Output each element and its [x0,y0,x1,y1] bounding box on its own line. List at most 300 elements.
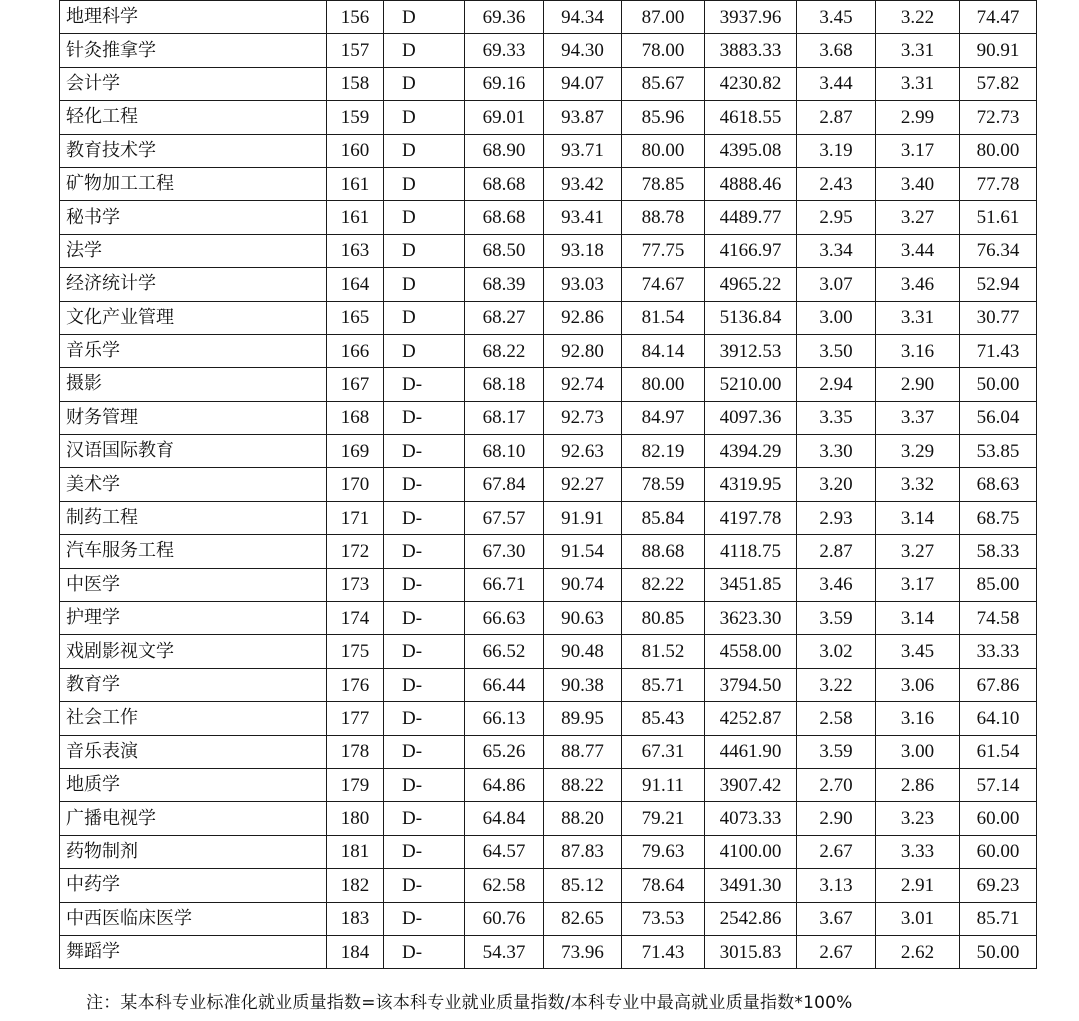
standardized-index-cell: 93.42 [544,167,622,200]
quality-index-cell: 66.63 [465,602,544,635]
standardized-index-cell: 90.48 [544,635,622,668]
salary-cell: 4230.82 [705,67,797,100]
grade-cell: D [384,334,465,367]
score-a-cell: 3.44 [797,67,876,100]
score-b-cell: 2.90 [876,368,960,401]
quality-index-cell: 68.68 [465,167,544,200]
rank-cell: 175 [327,635,384,668]
score-b-cell: 3.06 [876,668,960,701]
satisfaction-cell: 80.00 [622,368,705,401]
quality-index-cell: 69.33 [465,34,544,67]
quality-index-cell: 68.39 [465,268,544,301]
table-row [60,268,1037,301]
table-row [60,1,1037,34]
standardized-index-cell: 94.07 [544,67,622,100]
major-name-cell: 矿物加工工程 [60,167,327,200]
rank-cell: 164 [327,268,384,301]
salary-cell: 4118.75 [705,535,797,568]
standardized-index-cell: 93.03 [544,268,622,301]
rank-cell: 183 [327,902,384,935]
salary-cell: 4461.90 [705,735,797,768]
percent-cell: 74.58 [960,602,1037,635]
standardized-index-cell: 88.22 [544,768,622,801]
ranking-table-container [59,0,1020,969]
satisfaction-cell: 82.19 [622,435,705,468]
quality-index-cell: 69.36 [465,1,544,34]
table-row [60,134,1037,167]
major-ranking-table [59,0,1037,969]
table-row [60,935,1037,968]
salary-cell: 3907.42 [705,768,797,801]
salary-cell: 4965.22 [705,268,797,301]
salary-cell: 5210.00 [705,368,797,401]
table-row [60,34,1037,67]
grade-cell: D [384,301,465,334]
rank-cell: 171 [327,501,384,534]
satisfaction-cell: 80.85 [622,602,705,635]
satisfaction-cell: 67.31 [622,735,705,768]
salary-cell: 4394.29 [705,435,797,468]
satisfaction-cell: 78.85 [622,167,705,200]
percent-cell: 68.63 [960,468,1037,501]
quality-index-cell: 69.16 [465,67,544,100]
salary-cell: 4319.95 [705,468,797,501]
salary-cell: 4073.33 [705,802,797,835]
grade-cell: D- [384,401,465,434]
standardized-index-cell: 89.95 [544,702,622,735]
table-row [60,401,1037,434]
score-a-cell: 3.02 [797,635,876,668]
satisfaction-cell: 74.67 [622,268,705,301]
table-row [60,735,1037,768]
table-row [60,167,1037,200]
score-b-cell: 2.91 [876,869,960,902]
score-a-cell: 2.70 [797,768,876,801]
salary-cell: 4489.77 [705,201,797,234]
table-row [60,902,1037,935]
salary-cell: 2542.86 [705,902,797,935]
standardized-index-cell: 91.54 [544,535,622,568]
salary-cell: 4395.08 [705,134,797,167]
percent-cell: 60.00 [960,802,1037,835]
grade-cell: D- [384,602,465,635]
quality-index-cell: 66.44 [465,668,544,701]
grade-cell: D- [384,468,465,501]
score-a-cell: 2.67 [797,935,876,968]
grade-cell: D- [384,501,465,534]
major-name-cell: 轻化工程 [60,101,327,134]
quality-index-cell: 68.68 [465,201,544,234]
quality-index-cell: 64.57 [465,835,544,868]
table-row [60,368,1037,401]
major-name-cell: 教育学 [60,668,327,701]
quality-index-cell: 67.57 [465,501,544,534]
score-b-cell: 3.16 [876,334,960,367]
major-name-cell: 汽车服务工程 [60,535,327,568]
salary-cell: 3883.33 [705,34,797,67]
satisfaction-cell: 81.52 [622,635,705,668]
quality-index-cell: 68.27 [465,301,544,334]
rank-cell: 178 [327,735,384,768]
quality-index-cell: 69.01 [465,101,544,134]
major-name-cell: 财务管理 [60,401,327,434]
rank-cell: 176 [327,668,384,701]
rank-cell: 161 [327,201,384,234]
score-a-cell: 3.45 [797,1,876,34]
score-b-cell: 3.46 [876,268,960,301]
satisfaction-cell: 85.96 [622,101,705,134]
satisfaction-cell: 85.84 [622,501,705,534]
rank-cell: 174 [327,602,384,635]
satisfaction-cell: 78.64 [622,869,705,902]
score-b-cell: 3.17 [876,134,960,167]
satisfaction-cell: 87.00 [622,1,705,34]
quality-index-cell: 68.10 [465,435,544,468]
rank-cell: 165 [327,301,384,334]
salary-cell: 3937.96 [705,1,797,34]
grade-cell: D- [384,702,465,735]
grade-cell: D [384,101,465,134]
score-b-cell: 3.31 [876,34,960,67]
standardized-index-cell: 93.87 [544,101,622,134]
score-a-cell: 2.90 [797,802,876,835]
rank-cell: 159 [327,101,384,134]
score-b-cell: 3.00 [876,735,960,768]
grade-cell: D [384,234,465,267]
major-name-cell: 文化产业管理 [60,301,327,334]
score-a-cell: 2.58 [797,702,876,735]
rank-cell: 181 [327,835,384,868]
score-a-cell: 3.00 [797,301,876,334]
table-row [60,101,1037,134]
standardized-index-cell: 91.91 [544,501,622,534]
score-a-cell: 3.22 [797,668,876,701]
score-b-cell: 3.32 [876,468,960,501]
grade-cell: D [384,201,465,234]
satisfaction-cell: 88.78 [622,201,705,234]
percent-cell: 80.00 [960,134,1037,167]
standardized-index-cell: 88.20 [544,802,622,835]
salary-cell: 3015.83 [705,935,797,968]
quality-index-cell: 66.52 [465,635,544,668]
score-a-cell: 3.30 [797,435,876,468]
major-name-cell: 社会工作 [60,702,327,735]
satisfaction-cell: 78.00 [622,34,705,67]
table-row [60,535,1037,568]
percent-cell: 90.91 [960,34,1037,67]
grade-cell: D- [384,902,465,935]
rank-cell: 179 [327,768,384,801]
satisfaction-cell: 85.71 [622,668,705,701]
major-name-cell: 音乐学 [60,334,327,367]
score-a-cell: 3.34 [797,234,876,267]
score-b-cell: 3.40 [876,167,960,200]
score-a-cell: 2.87 [797,101,876,134]
score-a-cell: 3.35 [797,401,876,434]
grade-cell: D [384,268,465,301]
standardized-index-cell: 93.71 [544,134,622,167]
satisfaction-cell: 82.22 [622,568,705,601]
score-b-cell: 3.37 [876,401,960,434]
salary-cell: 4618.55 [705,101,797,134]
percent-cell: 60.00 [960,835,1037,868]
major-name-cell: 美术学 [60,468,327,501]
major-name-cell: 中西医临床医学 [60,902,327,935]
standardized-index-cell: 90.74 [544,568,622,601]
major-name-cell: 针灸推拿学 [60,34,327,67]
rank-cell: 163 [327,234,384,267]
score-a-cell: 3.67 [797,902,876,935]
percent-cell: 76.34 [960,234,1037,267]
standardized-index-cell: 92.73 [544,401,622,434]
score-b-cell: 2.86 [876,768,960,801]
rank-cell: 169 [327,435,384,468]
standardized-index-cell: 90.38 [544,668,622,701]
percent-cell: 74.47 [960,1,1037,34]
rank-cell: 156 [327,1,384,34]
satisfaction-cell: 79.63 [622,835,705,868]
quality-index-cell: 68.17 [465,401,544,434]
percent-cell: 68.75 [960,501,1037,534]
major-name-cell: 秘书学 [60,201,327,234]
satisfaction-cell: 84.97 [622,401,705,434]
score-b-cell: 3.14 [876,602,960,635]
major-name-cell: 法学 [60,234,327,267]
grade-cell: D [384,167,465,200]
standardized-index-cell: 92.80 [544,334,622,367]
satisfaction-cell: 80.00 [622,134,705,167]
rank-cell: 177 [327,702,384,735]
score-a-cell: 2.87 [797,535,876,568]
percent-cell: 72.73 [960,101,1037,134]
table-row [60,602,1037,635]
percent-cell: 77.78 [960,167,1037,200]
major-name-cell: 教育技术学 [60,134,327,167]
table-row [60,869,1037,902]
table-row [60,435,1037,468]
satisfaction-cell: 85.67 [622,67,705,100]
score-a-cell: 3.59 [797,602,876,635]
table-row [60,768,1037,801]
grade-cell: D- [384,668,465,701]
grade-cell: D [384,134,465,167]
satisfaction-cell: 84.14 [622,334,705,367]
score-b-cell: 3.23 [876,802,960,835]
standardized-index-cell: 82.65 [544,902,622,935]
rank-cell: 157 [327,34,384,67]
satisfaction-cell: 73.53 [622,902,705,935]
quality-index-cell: 54.37 [465,935,544,968]
score-b-cell: 2.62 [876,935,960,968]
score-a-cell: 3.20 [797,468,876,501]
rank-cell: 160 [327,134,384,167]
score-a-cell: 3.19 [797,134,876,167]
rank-cell: 184 [327,935,384,968]
score-b-cell: 3.44 [876,234,960,267]
satisfaction-cell: 77.75 [622,234,705,267]
percent-cell: 30.77 [960,301,1037,334]
grade-cell: D- [384,768,465,801]
score-a-cell: 2.94 [797,368,876,401]
percent-cell: 57.82 [960,67,1037,100]
percent-cell: 67.86 [960,668,1037,701]
major-name-cell: 中医学 [60,568,327,601]
score-b-cell: 3.22 [876,1,960,34]
table-row [60,468,1037,501]
grade-cell: D- [384,835,465,868]
percent-cell: 53.85 [960,435,1037,468]
table-row [60,835,1037,868]
score-b-cell: 3.17 [876,568,960,601]
grade-cell: D- [384,535,465,568]
percent-cell: 64.10 [960,702,1037,735]
grade-cell: D [384,67,465,100]
percent-cell: 51.61 [960,201,1037,234]
quality-index-cell: 68.22 [465,334,544,367]
major-name-cell: 地质学 [60,768,327,801]
table-row [60,635,1037,668]
quality-index-cell: 68.90 [465,134,544,167]
score-a-cell: 3.46 [797,568,876,601]
percent-cell: 56.04 [960,401,1037,434]
score-b-cell: 3.01 [876,902,960,935]
major-name-cell: 药物制剂 [60,835,327,868]
score-b-cell: 3.31 [876,301,960,334]
table-body [60,1,1037,969]
rank-cell: 172 [327,535,384,568]
percent-cell: 71.43 [960,334,1037,367]
satisfaction-cell: 79.21 [622,802,705,835]
grade-cell: D [384,1,465,34]
score-a-cell: 2.67 [797,835,876,868]
quality-index-cell: 66.71 [465,568,544,601]
percent-cell: 52.94 [960,268,1037,301]
grade-cell: D [384,34,465,67]
salary-cell: 4166.97 [705,234,797,267]
satisfaction-cell: 85.43 [622,702,705,735]
salary-cell: 3623.30 [705,602,797,635]
score-b-cell: 3.27 [876,535,960,568]
quality-index-cell: 60.76 [465,902,544,935]
salary-cell: 4558.00 [705,635,797,668]
major-name-cell: 音乐表演 [60,735,327,768]
grade-cell: D- [384,869,465,902]
standardized-index-cell: 93.41 [544,201,622,234]
major-name-cell: 地理科学 [60,1,327,34]
quality-index-cell: 62.58 [465,869,544,902]
percent-cell: 33.33 [960,635,1037,668]
score-b-cell: 3.14 [876,501,960,534]
major-name-cell: 护理学 [60,602,327,635]
score-a-cell: 2.43 [797,167,876,200]
quality-index-cell: 65.26 [465,735,544,768]
standardized-index-cell: 92.86 [544,301,622,334]
percent-cell: 50.00 [960,935,1037,968]
major-name-cell: 汉语国际教育 [60,435,327,468]
standardized-index-cell: 90.63 [544,602,622,635]
score-a-cell: 3.59 [797,735,876,768]
satisfaction-cell: 88.68 [622,535,705,568]
score-a-cell: 2.93 [797,501,876,534]
table-row [60,201,1037,234]
quality-index-cell: 68.18 [465,368,544,401]
percent-cell: 61.54 [960,735,1037,768]
salary-cell: 4888.46 [705,167,797,200]
salary-cell: 3491.30 [705,869,797,902]
salary-cell: 4100.00 [705,835,797,868]
satisfaction-cell: 81.54 [622,301,705,334]
table-row [60,668,1037,701]
quality-index-cell: 67.84 [465,468,544,501]
rank-cell: 182 [327,869,384,902]
quality-index-cell: 68.50 [465,234,544,267]
percent-cell: 50.00 [960,368,1037,401]
score-a-cell: 3.68 [797,34,876,67]
salary-cell: 4197.78 [705,501,797,534]
footnote: 注：某本科专业标准化就业质量指数=该本科专业就业质量指数/本科专业中最高就业质量指数*100% [86,993,853,1013]
salary-cell: 3451.85 [705,568,797,601]
major-name-cell: 经济统计学 [60,268,327,301]
grade-cell: D- [384,368,465,401]
grade-cell: D- [384,735,465,768]
table-row [60,802,1037,835]
salary-cell: 3794.50 [705,668,797,701]
grade-cell: D- [384,435,465,468]
quality-index-cell: 67.30 [465,535,544,568]
score-a-cell: 3.07 [797,268,876,301]
quality-index-cell: 66.13 [465,702,544,735]
score-b-cell: 3.29 [876,435,960,468]
standardized-index-cell: 92.27 [544,468,622,501]
major-name-cell: 舞蹈学 [60,935,327,968]
standardized-index-cell: 88.77 [544,735,622,768]
score-a-cell: 2.95 [797,201,876,234]
salary-cell: 3912.53 [705,334,797,367]
grade-cell: D- [384,568,465,601]
rank-cell: 170 [327,468,384,501]
salary-cell: 4252.87 [705,702,797,735]
major-name-cell: 制药工程 [60,501,327,534]
percent-cell: 57.14 [960,768,1037,801]
score-b-cell: 3.45 [876,635,960,668]
quality-index-cell: 64.86 [465,768,544,801]
standardized-index-cell: 94.34 [544,1,622,34]
percent-cell: 58.33 [960,535,1037,568]
rank-cell: 168 [327,401,384,434]
standardized-index-cell: 73.96 [544,935,622,968]
percent-cell: 85.00 [960,568,1037,601]
table-row [60,301,1037,334]
quality-index-cell: 64.84 [465,802,544,835]
table-row [60,334,1037,367]
major-name-cell: 会计学 [60,67,327,100]
major-name-cell: 戏剧影视文学 [60,635,327,668]
satisfaction-cell: 78.59 [622,468,705,501]
rank-cell: 173 [327,568,384,601]
rank-cell: 166 [327,334,384,367]
table-row [60,568,1037,601]
standardized-index-cell: 93.18 [544,234,622,267]
percent-cell: 85.71 [960,902,1037,935]
standardized-index-cell: 94.30 [544,34,622,67]
rank-cell: 161 [327,167,384,200]
satisfaction-cell: 71.43 [622,935,705,968]
satisfaction-cell: 91.11 [622,768,705,801]
standardized-index-cell: 85.12 [544,869,622,902]
table-row [60,234,1037,267]
table-row [60,67,1037,100]
standardized-index-cell: 92.74 [544,368,622,401]
